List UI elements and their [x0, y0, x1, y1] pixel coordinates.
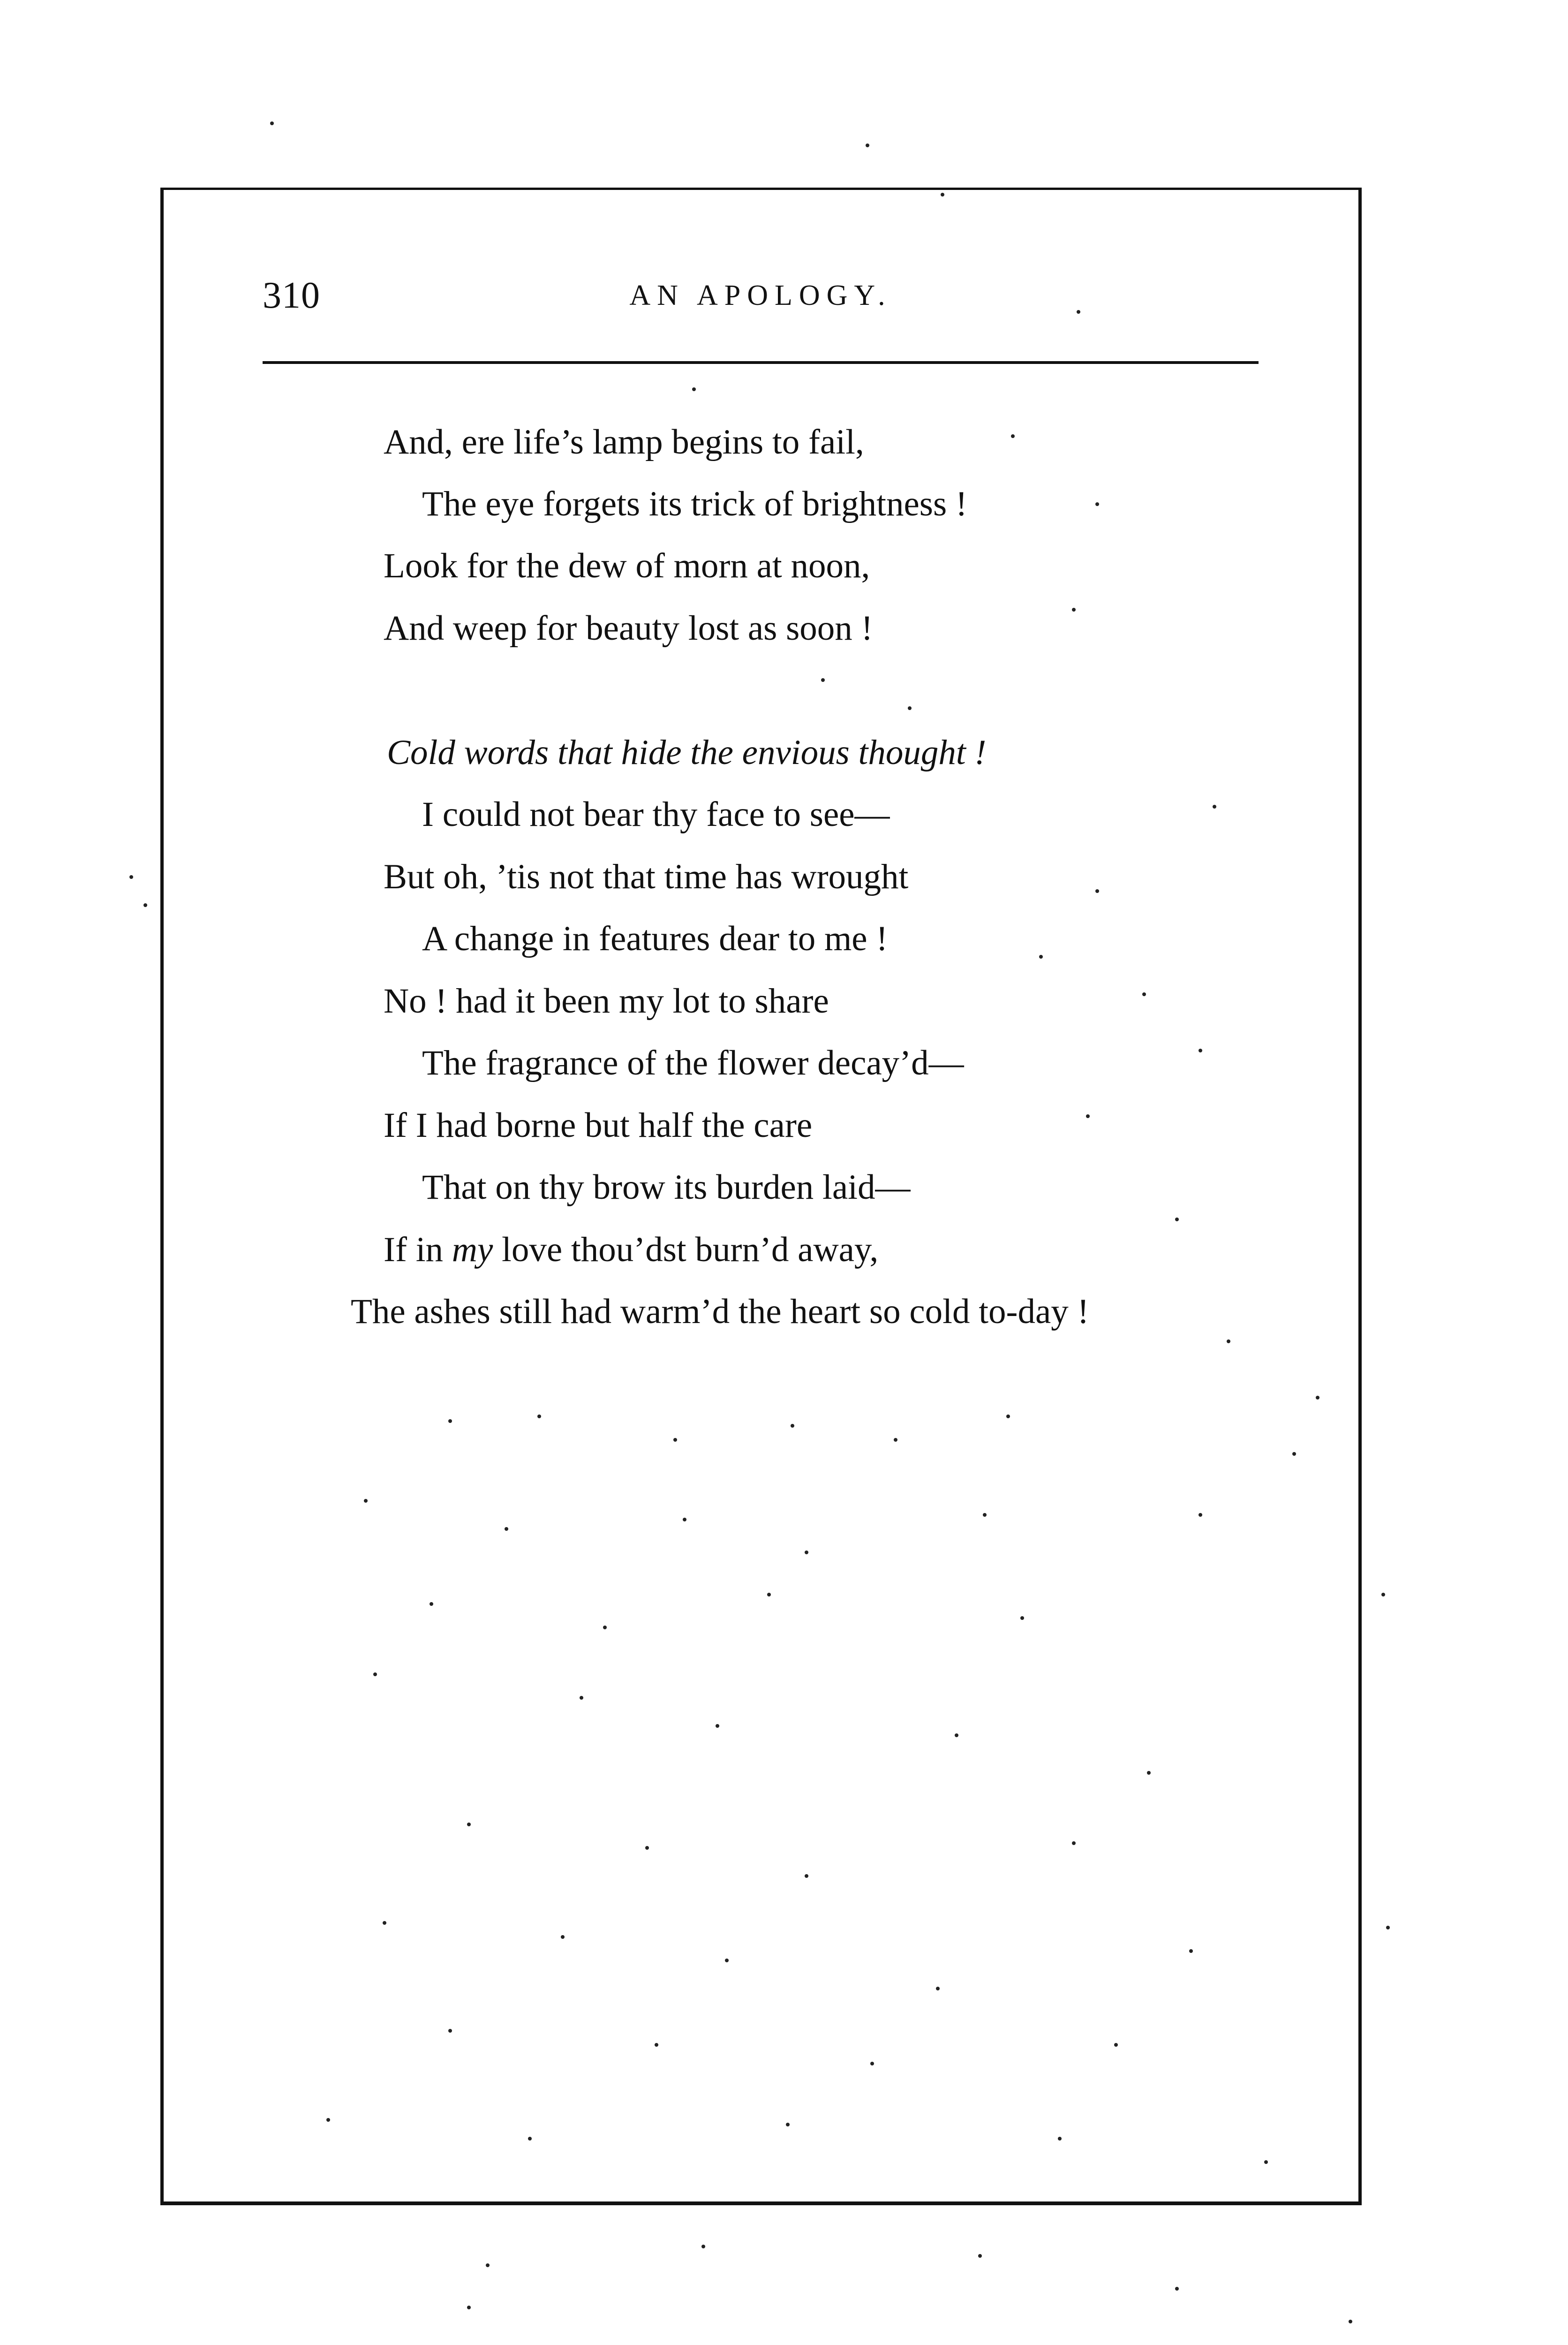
poem-line: And weep for beauty lost as soon ! — [384, 609, 873, 648]
poem-line: The eye forgets its trick of brightness ! — [422, 484, 967, 523]
poem-line: No ! had it been my lot to share — [384, 982, 829, 1021]
poem-line: But oh, ’tis not that time has wrought — [384, 857, 909, 896]
running-title: AN APOLOGY. — [629, 280, 892, 311]
page-number: 310 — [263, 275, 320, 316]
poem-emphasis: my — [452, 1230, 493, 1269]
poem-line: Look for the dew of morn at noon, — [384, 546, 870, 585]
poem-line-italic: Cold words that hide the envious thought ! — [387, 733, 987, 772]
poem-line: A change in features dear to me ! — [422, 919, 888, 958]
poem-line: I could not bear thy face to see— — [422, 795, 890, 834]
poem-line: The ashes still had warm’d the heart so cold to-day ! — [351, 1292, 1089, 1331]
poem-line: If I had borne but half the care — [384, 1106, 813, 1145]
poem-line: That on thy brow its burden laid— — [422, 1168, 911, 1207]
poem-text-run: love thou’dst burn’d away, — [493, 1230, 879, 1269]
poem-text-run: If in — [384, 1230, 452, 1269]
poem-line: And, ere life’s lamp begins to fail, — [384, 423, 864, 461]
poem-line: The fragrance of the flower decay’d— — [422, 1044, 964, 1082]
